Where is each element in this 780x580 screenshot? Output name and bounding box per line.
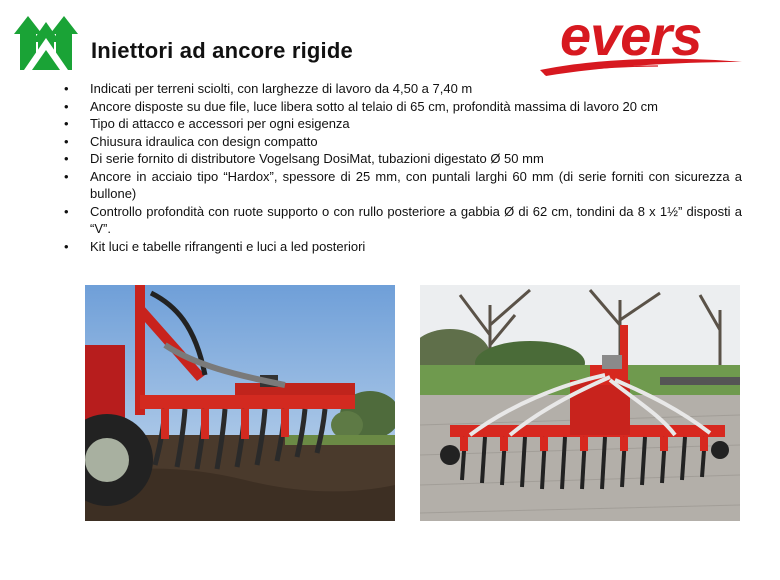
company-logo-icon <box>14 12 78 74</box>
list-item <box>62 168 742 203</box>
bullet-icon: • <box>64 203 69 219</box>
list-item-text: Indicati per terreni sciolti, con larghezze di lavoro da 4,50 a 7,40 m <box>90 81 473 96</box>
bullet-icon: • <box>64 81 69 96</box>
list-item <box>62 150 742 168</box>
field-injector-photo <box>85 285 395 521</box>
bullet-icon: • <box>64 151 69 166</box>
list-item <box>62 133 742 151</box>
list-item <box>62 80 742 98</box>
list-item-text: Tipo di attacco e accessori per ogni esigenza <box>90 116 350 131</box>
list-item <box>62 98 742 116</box>
feature-list <box>62 80 742 255</box>
list-item-text: Di serie fornito di distributore Vogelsang DosiMat, tubazioni digestato Ø 50 mm <box>90 151 544 166</box>
list-item <box>62 238 742 256</box>
bullet-icon: • <box>64 133 69 149</box>
bullet-icon: • <box>64 238 69 254</box>
list-item <box>62 203 742 238</box>
page-title: Iniettori ad ancore rigide <box>91 38 353 63</box>
bullet-icon: • <box>64 116 69 131</box>
parked-injector-photo <box>420 285 740 521</box>
list-item-text: Ancore in acciaio tipo “Hardox”, spessore di 25 mm, con puntali larghi 60 mm (di serie forniti con sicurezza a bullone) <box>90 168 742 201</box>
list-item-text: Chiusura idraulica con design compatto <box>90 133 318 149</box>
list-item-text: Kit luci e tabelle rifrangenti e luci a led posteriori <box>90 238 366 254</box>
bullet-icon: • <box>64 98 69 114</box>
list-item-text: Ancore disposte su due file, luce libera sotto al telaio di 65 cm, profondità massima di lavoro 20 cm <box>90 98 658 114</box>
list-item-text: Controllo profondità con ruote supporto o con rullo posteriore a gabbia Ø di 62 cm, tondini da 8 x 1½” disposti a “V”. <box>90 203 742 236</box>
evers-logo <box>538 4 744 74</box>
bullet-icon: • <box>64 168 69 184</box>
brand-name: evers <box>560 4 702 67</box>
list-item <box>62 115 742 133</box>
